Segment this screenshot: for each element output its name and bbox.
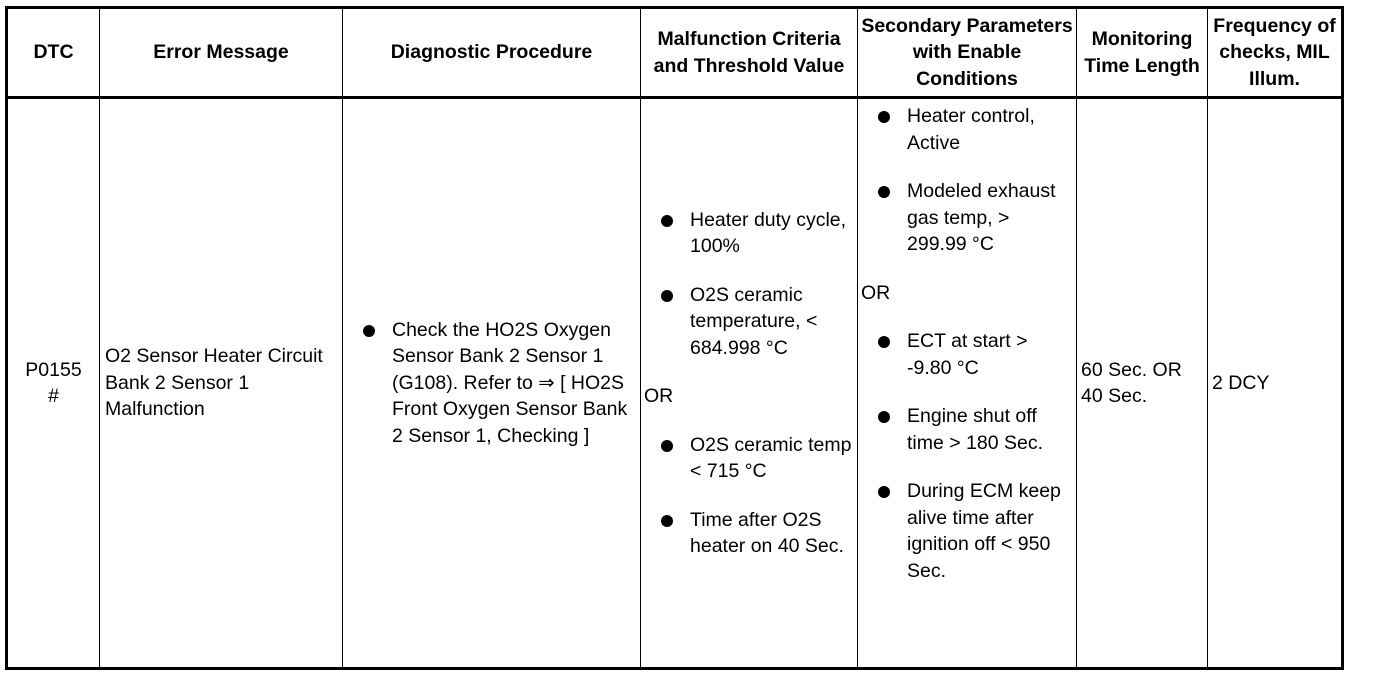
criteria-list-2 [641,432,857,560]
cell-diagnostic-procedure [343,98,641,669]
table-row [7,98,1343,669]
header-error-message: Error Message [100,8,343,98]
secondary-or-label: OR [861,281,891,304]
criteria-list-1 [641,207,857,362]
cell-monitoring-time: 60 Sec. OR 40 Sec. [1077,98,1208,669]
header-dtc: DTC [7,8,100,98]
list-item: Check the HO2S Oxygen Sensor Bank 2 Sensor 1 (G108). Refer to ⇒ [ HO2S Front Oxygen Sensor Bank 2 Sensor 1, Checking ] [343,317,640,450]
list-item: Time after O2S heater on 40 Sec. [641,507,857,560]
secondary-list-2 [858,328,1076,584]
header-frequency: Frequency of checks, MIL Illum. [1208,8,1343,98]
list-item: O2S ceramic temperature, < 684.998 °C [641,282,857,362]
dtc-code: P0155 [25,358,82,381]
cell-frequency: 2 DCY [1208,98,1343,669]
cell-malfunction-criteria [641,98,858,669]
cell-error-message: O2 Sensor Heater Circuit Bank 2 Sensor 1 Malfunction [100,98,343,669]
list-item: Engine shut off time > 180 Sec. [858,403,1076,456]
cell-dtc [7,98,100,669]
list-item: Modeled exhaust gas temp, > 299.99 °C [858,178,1076,258]
list-item: ECT at start > -9.80 °C [858,328,1076,381]
header-secondary-parameters: Secondary Parameters with Enable Conditions [858,8,1077,98]
criteria-or-label: OR [644,385,674,407]
header-diagnostic-procedure: Diagnostic Procedure [343,8,641,98]
table-header [7,8,1343,98]
list-item: Heater duty cycle, 100% [641,207,857,260]
list-item: O2S ceramic temp < 715 °C [641,432,857,485]
list-item: During ECM keep alive time after ignition off < 950 Sec. [858,478,1076,584]
header-malfunction-criteria: Malfunction Criteria and Threshold Value [641,8,858,98]
secondary-list-1 [858,103,1076,258]
header-row [7,8,1343,98]
header-monitoring-time: Monitoring Time Length [1077,8,1208,98]
dtc-mark: # [48,385,59,407]
list-item: Heater control, Active [858,103,1076,156]
procedure-list [343,317,640,450]
cell-secondary-parameters [858,98,1077,669]
dtc-table [5,6,1344,670]
